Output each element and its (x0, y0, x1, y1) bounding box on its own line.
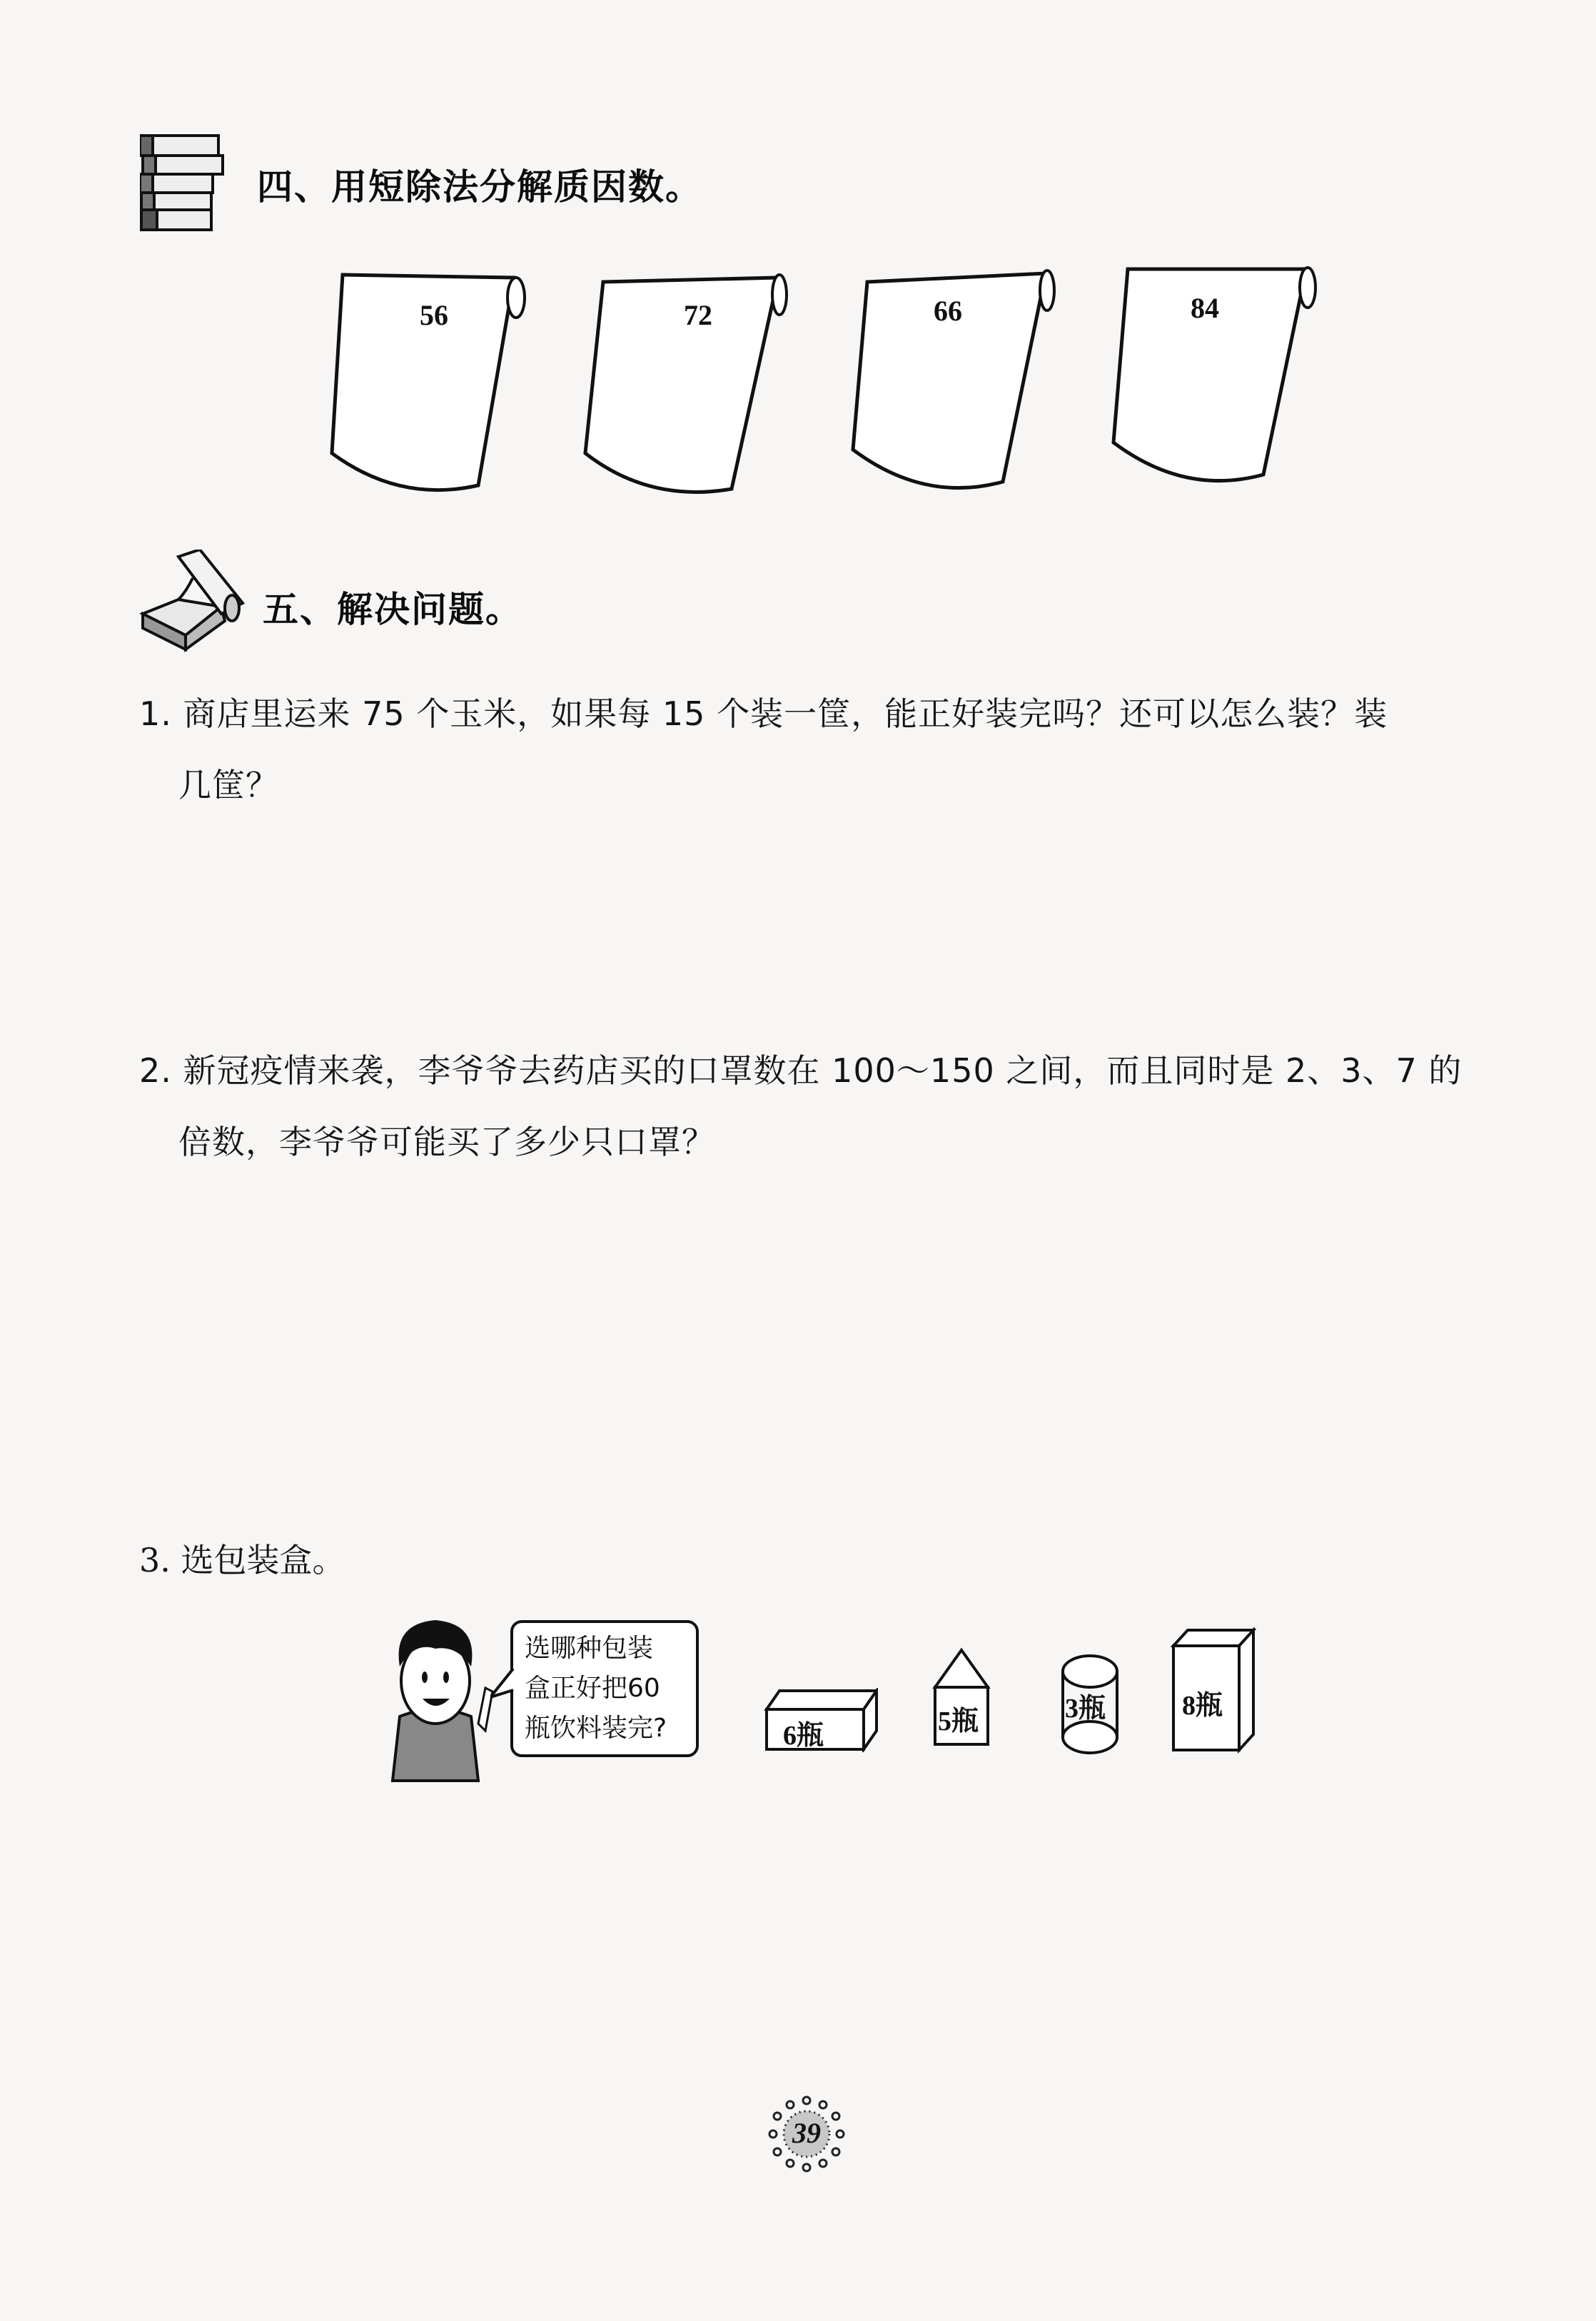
box-label: 5瓶 (938, 1706, 979, 1736)
problem-1-line2: 几筐？ (178, 766, 279, 804)
problem-2-line1: 2. 新冠疫情来袭，李爷爷去药店买的口罩数在 100～150 之间，而且同时是 2、3、7 的 (139, 1051, 1463, 1090)
scroll-number: 56 (420, 299, 448, 331)
scroll-number: 84 (1191, 292, 1219, 324)
bubble-line-2: 盒正好把60 (525, 1674, 660, 1703)
problem-1-line1: 1. 商店里运来 75 个玉米，如果每 15 个装一筐，能正好装完吗？还可以怎么装？装 (139, 694, 1388, 733)
problem-2-line2: 倍数，李爷爷可能买了多少只口罩？ (178, 1123, 715, 1161)
bubble-line-3: 瓶饮料装完? (525, 1714, 667, 1743)
boy-character-icon (371, 1609, 500, 1788)
section4-title: 四、用短除法分解质因数。 (257, 166, 702, 208)
book-scroll-icon (136, 550, 264, 657)
books-stack-icon (140, 127, 240, 234)
speech-bubble (490, 1619, 701, 1759)
box-label: 8瓶 (1182, 1691, 1223, 1721)
scroll-number: 66 (934, 295, 962, 327)
scroll-number: 72 (684, 299, 712, 331)
problem-3-title: 3. 选包装盒。 (139, 1541, 345, 1579)
section5-title: 五、解决问题。 (263, 589, 522, 630)
bubble-line-1: 选哪种包装 (525, 1634, 654, 1663)
box-label: 6瓶 (783, 1721, 824, 1751)
box-label: 3瓶 (1065, 1694, 1106, 1724)
page-number-badge (767, 2095, 846, 2173)
page-number: 39 (792, 2117, 821, 2149)
